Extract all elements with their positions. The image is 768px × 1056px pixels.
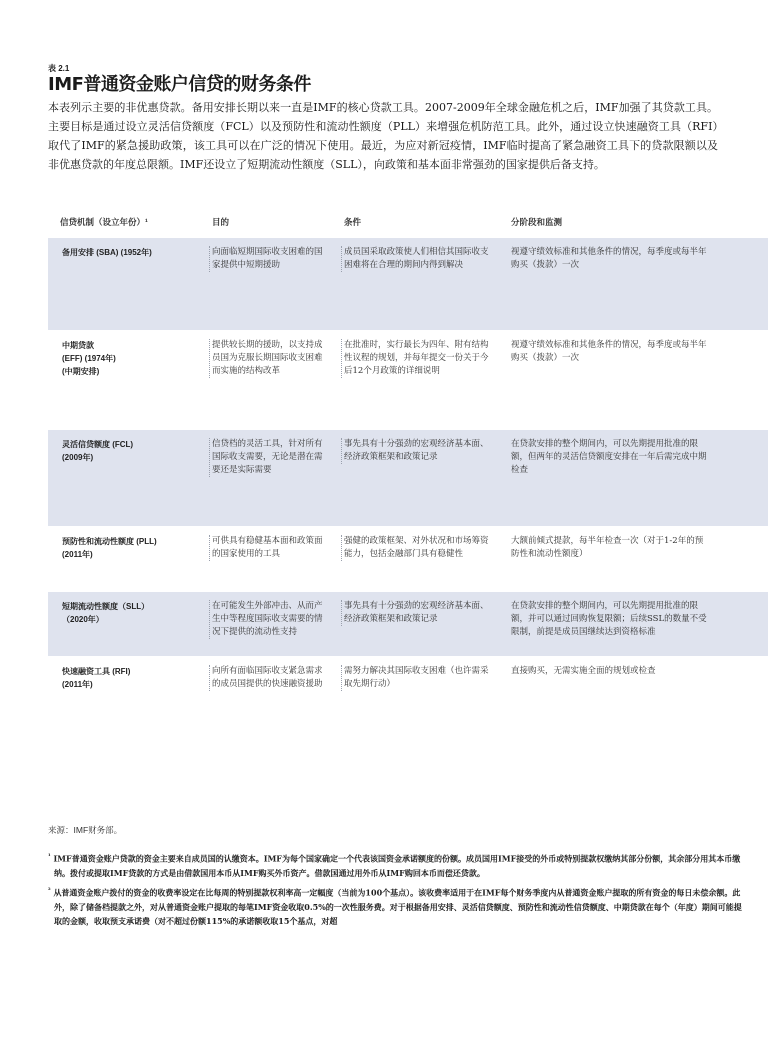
footnote-1: [48, 850, 748, 880]
table-number: 表 2.1: [48, 64, 70, 73]
page-title: IMF普通资金账户信贷的财务条件: [48, 74, 311, 95]
conditions-cell: 事先具有十分强劲的宏观经济基本面、经济政策框架和政策记录: [341, 600, 494, 626]
facility-cell: 快速融资工具 (RFI) (2011年): [62, 667, 131, 689]
header-phasing: 分阶段和监测: [511, 217, 563, 227]
table-row: [48, 657, 768, 718]
table-row: [48, 430, 768, 527]
table-row: [48, 527, 768, 592]
purpose-cell: 可供具有稳健基本面和政策面的国家使用的工具: [209, 535, 326, 561]
facility-cell: 灵活信贷额度 (FCL) (2009年): [62, 440, 134, 462]
facility-cell: 短期流动性额度（SLL） （2020年）: [62, 602, 150, 624]
purpose-cell: 信贷档的灵活工具，针对所有国际收支需要，无论是潜在需要还是实际需要: [209, 438, 326, 477]
financial-terms-table: [48, 210, 768, 718]
phasing-cell: 视遵守绩效标准和其他条件的情况，每季度或每半年购买（拨款）一次: [511, 340, 707, 363]
header-purpose: 目的: [212, 217, 230, 227]
phasing-cell: 直接购买，无需实施全面的规划或检查: [511, 666, 656, 676]
footnote-mark: ²: [48, 887, 51, 894]
footnote-mark: ¹: [48, 853, 51, 860]
conditions-cell: 在批准时，实行最长为四年、附有结构性议程的规划，并每年提交一份关于今后12个月政策的详细说明: [341, 339, 494, 378]
conditions-cell: 事先具有十分强劲的宏观经济基本面、经济政策框架和政策记录: [341, 438, 494, 464]
conditions-cell: 成员国采取政策使人们相信其国际收支困难将在合理的期间内得到解决: [341, 246, 494, 272]
table-row: [48, 592, 768, 657]
footnote-text: 从普通资金账户拨付的资金的收费率设定在比每周的特别提款权利率高一定幅度（当前为100个基点）。该收费率适用于在IMF每个财务季度内从普通资金账户提取的所有资金的每日未偿余额。此外，除了储备档提款之外，对从普通资金账户提取的每笔IMF资金收取0.5%的一次性服务费。对于根据备用安排、灵活信贷额度、预防性和流动性信贷额度、中期贷款在每个（年度）期间可能提取的金额，收取预支承诺费（对不超过份额115%的承诺额收取15个基点，对超: [53, 887, 742, 926]
conditions-cell: 强健的政策框架、对外状况和市场筹资能力，包括金融部门具有稳健性: [341, 535, 494, 561]
footnote-2: [48, 884, 748, 928]
purpose-cell: 在可能发生外部冲击、从而产生中等程度国际收支需要的情况下提供的流动性支持: [209, 600, 326, 639]
phasing-cell: 在贷款安排的整个期间内，可以先期提用批准的限额，并可以通过回购恢复限额；后续SSL的数量不受限制，前提是成员国继续达到资格标准: [511, 601, 707, 637]
phasing-cell: 视遵守绩效标准和其他条件的情况，每季度或每半年购买（拨款）一次: [511, 247, 707, 270]
table-row: [48, 331, 768, 430]
table-header: [48, 210, 768, 238]
facility-cell: 中期贷款 (EFF) (1974年) (中期安排): [62, 341, 116, 376]
header-facility: 信贷机制（设立年份）¹: [60, 217, 148, 227]
source-note: 来源：IMF财务部。: [48, 825, 123, 835]
facility-cell: 预防性和流动性额度 (PLL) (2011年): [62, 537, 157, 559]
footnote-text: IMF普通资金账户贷款的资金主要来自成员国的认缴资本。IMF为每个国家确定一个代表该国资金承诺额度的份额。成员国用IMF接受的外币或特别提款权缴纳其部分份额，其余部分用其本币缴纳。拨付或提取IMF贷款的方式是由借款国用本币从IMF购买外币资产。借款国通过用外币从IMF购回本币而偿还贷款。: [53, 853, 741, 878]
phasing-cell: 大额前倾式提款，每半年检查一次（对于1-2年的预防性和流动性额度）: [511, 536, 704, 559]
facility-cell: 备用安排 (SBA) (1952年): [62, 248, 152, 257]
conditions-cell: 需努力解决其国际收支困难（也许需采取先期行动）: [341, 665, 494, 691]
table-row: [48, 238, 768, 331]
intro-paragraph: 本表列示主要的非优惠贷款。备用安排长期以来一直是IMF的核心贷款工具。2007-2009年全球金融危机之后，IMF加强了其贷款工具。主要目标是通过设立灵活信贷额度（FCL）以及预防性和流动性额度（PLL）来增强危机防范工具。此外，通过设立快速融资工具（RFI）取代了IMF的紧急援助政策，该工具可以在广泛的情况下使用。最近，为应对新冠疫情，IMF临时提高了紧急融资工具下的贷款限额以及非优惠贷款的年度总限额。IMF还设立了短期流动性额度（SLL），向政策和基本面非常强劲的国家提供后备支持。: [48, 101, 718, 171]
purpose-cell: 向所有面临国际收支紧急需求的成员国提供的快速融资援助: [209, 665, 326, 691]
purpose-cell: 向面临短期国际收支困难的国家提供中短期援助: [209, 246, 326, 272]
purpose-cell: 提供较长期的援助，以支持成员国为克服长期国际收支困难而实施的结构改革: [209, 339, 326, 378]
header-conditions: 条件: [344, 217, 362, 227]
phasing-cell: 在贷款安排的整个期间内，可以先期提用批准的限额，但两年的灵活信贷额度安排在一年后需完成中期检查: [511, 439, 707, 475]
